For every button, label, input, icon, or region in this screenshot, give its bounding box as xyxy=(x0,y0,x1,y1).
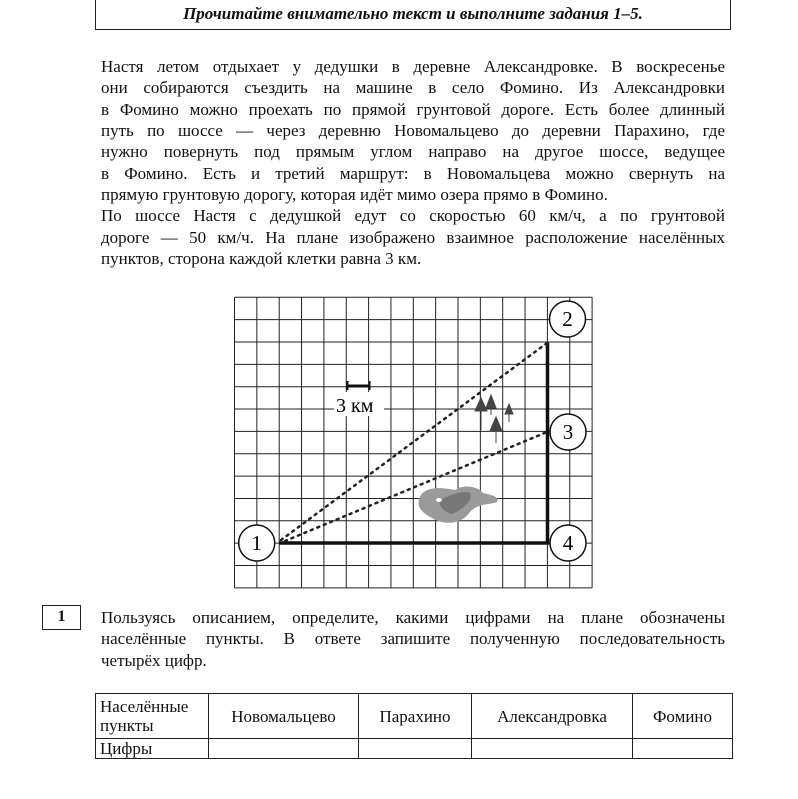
lake xyxy=(419,487,498,523)
answer-cell[interactable] xyxy=(472,739,633,759)
text-line: прямую грунтовую дорогу, которая идёт мимо озера прямо в Фомино. xyxy=(101,185,608,205)
task-text xyxy=(101,607,725,671)
point-2 xyxy=(550,301,586,337)
svg-text:4: 4 xyxy=(562,531,574,555)
text-line: в Фомино. Есть и третий маршрут: в Новомальцева можно свернуть на xyxy=(101,163,725,183)
point-1 xyxy=(239,525,275,561)
svg-text:3: 3 xyxy=(562,420,574,444)
text-line: пунктов, сторона каждой клетки равна 3 км. xyxy=(101,249,422,269)
text-line: населённые пункты. В ответе запишите полученную последовательность xyxy=(101,629,725,649)
row-header: Населённые пункты xyxy=(96,694,209,739)
answer-label: Цифры xyxy=(96,739,209,759)
column-header: Фомино xyxy=(633,694,733,739)
text-line: в Фомино можно проехать по прямой грунтовой дороге. Есть более длинный xyxy=(101,99,725,119)
text-line: Пользуясь описанием, определите, какими цифрами на плане обозначены xyxy=(101,608,725,627)
text-line: нужно повернуть под прямым углом направо на другое шоссе, ведущее xyxy=(101,142,725,162)
answer-table xyxy=(95,693,733,759)
text-line: четырёх цифр. xyxy=(101,650,207,670)
text-line: они собираются съездить на машине в село Фомино. Из Александровки xyxy=(101,78,725,98)
answer-cell[interactable] xyxy=(209,739,359,759)
scale-label: 3 км xyxy=(336,395,374,417)
table-header-row xyxy=(96,694,733,739)
answer-cell[interactable] xyxy=(359,739,472,759)
table-row xyxy=(96,739,733,759)
column-header: Парахино xyxy=(359,694,472,739)
point-3 xyxy=(550,414,586,450)
svg-text:1: 1 xyxy=(251,531,262,555)
point-4 xyxy=(550,525,586,561)
task-number: 1 xyxy=(42,605,81,630)
text-line: путь по шоссе — через деревню Новомальцево до деревни Парахино, где xyxy=(101,121,725,141)
column-header: Александровка xyxy=(472,694,633,739)
text-line: По шоссе Настя с дедушкой едут со скоростью 60 км/ч, а по грунтовой xyxy=(101,206,725,226)
dirt-road-1-2 xyxy=(281,343,547,540)
text-line: Настя летом отдыхает у дедушки в деревне Александровке. В воскресенье xyxy=(101,57,725,76)
answer-cell[interactable] xyxy=(633,739,733,759)
column-header: Новомальцево xyxy=(209,694,359,739)
text-line: дороге — 50 км/ч. На плане изображено взаимное расположение населённых xyxy=(101,227,725,247)
instructions-header: Прочитайте внимательно текст и выполните задания 1–5. xyxy=(95,0,731,30)
svg-text:2: 2 xyxy=(562,307,573,331)
